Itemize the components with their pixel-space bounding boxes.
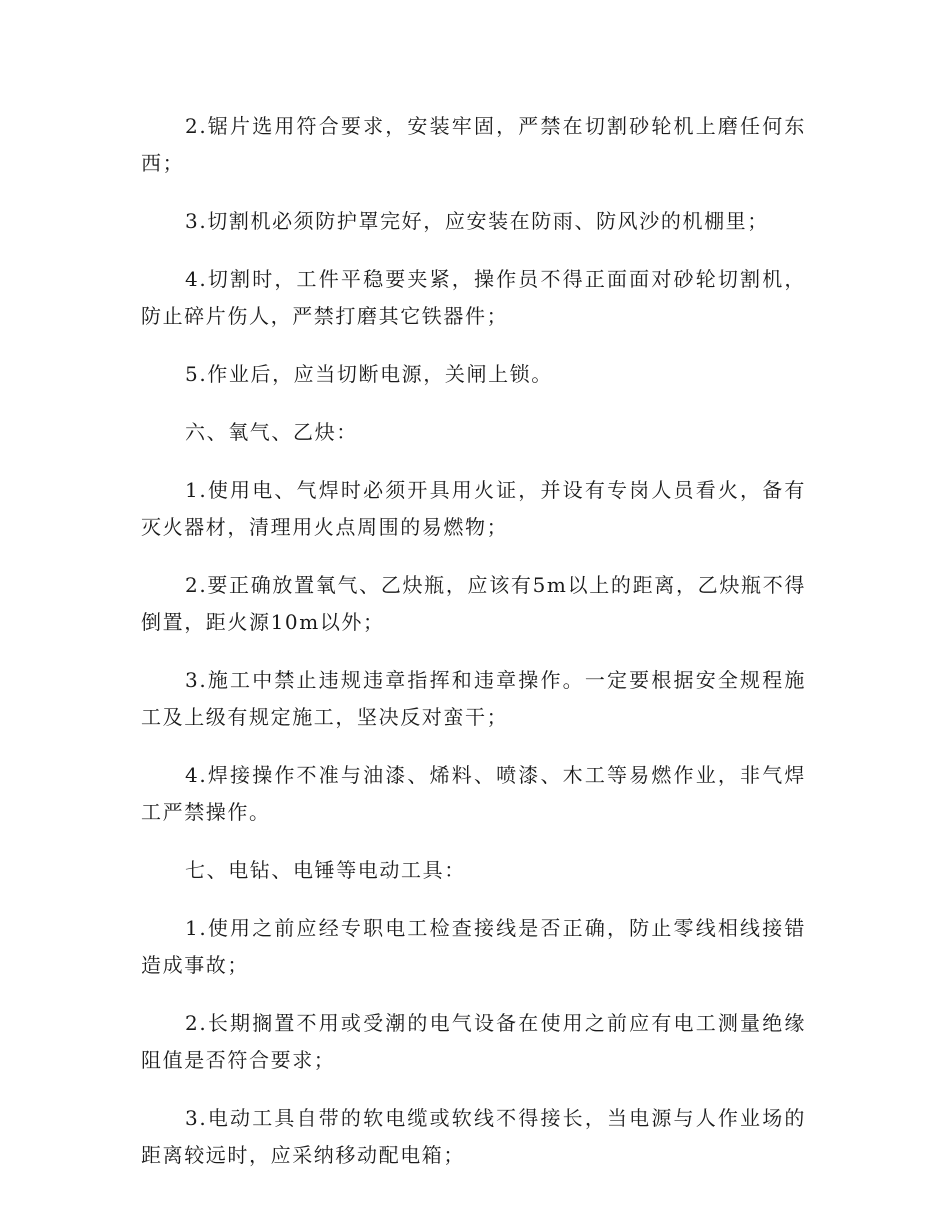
section-heading-power-tools: 七、电钻、电锤等电动工具： (185, 858, 466, 882)
paragraph-power-off: 5.作业后，应当切断电源，关闸上锁。 (185, 362, 553, 386)
paragraph-guard-installation: 3.切割机必须防护罩完好，应安装在防雨、防风沙的机棚里； (185, 209, 769, 233)
paragraph-welding-restrictions: 4.焊接操作不准与油漆、烯料、喷漆、木工等易燃作业，非气焊工严禁操作。 (141, 763, 806, 824)
paragraph-cutting-safety: 4.切割时，工件平稳要夹紧，操作员不得正面面对砂轮切割机，防止碎片伤人，严禁打磨其它铁器件； (141, 267, 806, 328)
paragraph-cable-extension: 3.电动工具自带的软电缆或软线不得接长，当电源与人作业场的距离较远时，应采纳移动配电箱； (141, 1106, 806, 1167)
paragraph-saw-blade-requirements: 2.锯片选用符合要求，安装牢固，严禁在切割砂轮机上磨任何东西； (141, 114, 806, 175)
section-heading-oxygen-acetylene: 六、氧气、乙炔： (185, 420, 358, 444)
paragraph-insulation-test: 2.长期搁置不用或受潮的电气设备在使用之前应有电工测量绝缘阻值是否符合要求； (141, 1011, 806, 1072)
paragraph-wiring-check: 1.使用之前应经专职电工检查接线是否正确，防止零线相线接错造成事故； (141, 916, 806, 977)
document-body (141, 108, 806, 1195)
paragraph-fire-permit: 1.使用电、气焊时必须开具用火证，并设有专岗人员看火，备有灭火器材，清理用火点周围的易燃物； (141, 478, 806, 539)
paragraph-operation-rules: 3.施工中禁止违规违章指挥和违章操作。一定要根据安全规程施工及上级有规定施工，坚决反对蛮干； (141, 668, 806, 729)
paragraph-cylinder-placement: 2.要正确放置氧气、乙炔瓶，应该有5m以上的距离，乙炔瓶不得倒置，距火源10m以外； (141, 573, 806, 634)
